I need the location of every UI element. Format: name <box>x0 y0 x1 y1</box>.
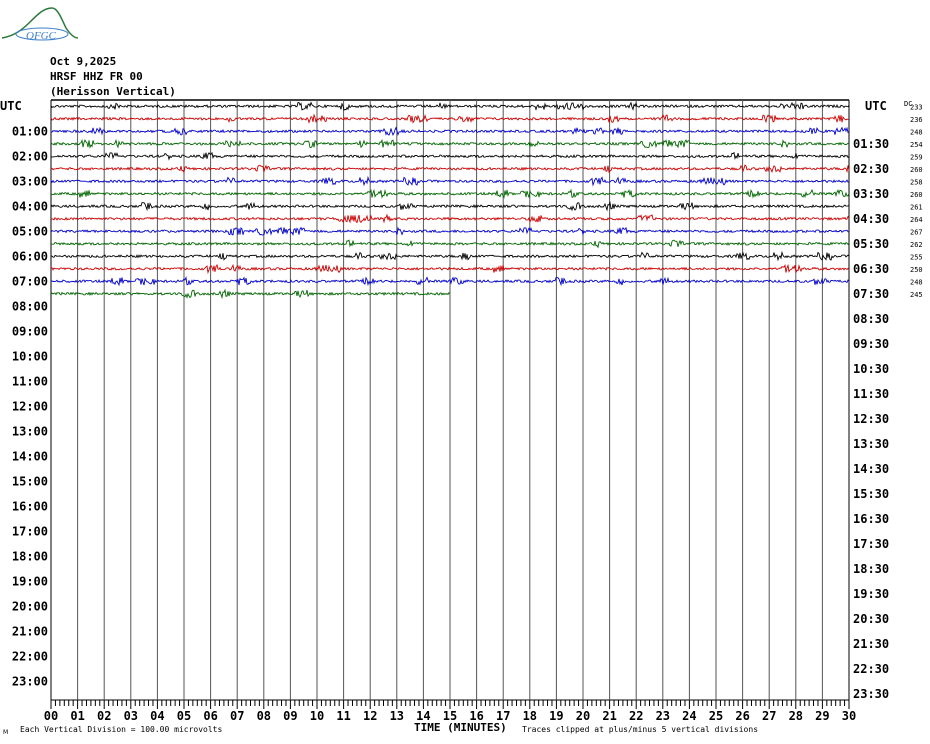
right-hour-label: 01:30 <box>853 136 890 151</box>
dc-value: 261 <box>910 203 923 212</box>
x-tick-label: 25 <box>708 709 724 723</box>
right-hour-label: 22:30 <box>853 661 890 676</box>
dc-value: 245 <box>910 290 923 299</box>
x-axis-title: TIME (MINUTES) <box>414 721 507 734</box>
x-tick-label: 03 <box>123 709 139 723</box>
dc-value: 254 <box>910 140 923 149</box>
x-tick-label: 23 <box>655 709 671 723</box>
right-hour-label: 08:30 <box>853 311 890 326</box>
left-hour-label: 13:00 <box>11 424 48 439</box>
dc-value: 262 <box>910 240 923 249</box>
left-hour-label: 15:00 <box>11 474 48 489</box>
right-hour-label: 21:30 <box>853 636 890 651</box>
x-tick-label: 30 <box>841 709 857 723</box>
x-tick-label: 28 <box>788 709 804 723</box>
left-hour-label: 12:00 <box>11 399 48 414</box>
right-hour-label: 17:30 <box>853 536 890 551</box>
right-hour-label: 23:30 <box>853 686 890 701</box>
left-hour-label: 06:00 <box>11 249 48 264</box>
x-tick-label: 22 <box>628 709 644 723</box>
right-utc-label: UTC <box>865 99 887 113</box>
x-tick-label: 04 <box>150 709 165 723</box>
right-hour-label: 18:30 <box>853 561 890 576</box>
left-hour-label: 03:00 <box>11 174 48 189</box>
x-tick-label: 00 <box>43 709 59 723</box>
right-hour-label: 16:30 <box>853 511 890 526</box>
right-hour-label: 11:30 <box>853 386 890 401</box>
right-hour-label: 06:30 <box>853 261 890 276</box>
chart-location: (Herisson Vertical) <box>50 85 176 98</box>
left-hour-label: 18:00 <box>11 549 48 564</box>
right-hour-label: 19:30 <box>853 586 890 601</box>
left-hour-label: 09:00 <box>11 324 48 339</box>
left-hour-label: 19:00 <box>11 574 48 589</box>
x-tick-label: 10 <box>309 709 325 723</box>
dc-value: 267 <box>910 228 923 237</box>
x-tick-label: 13 <box>389 709 405 723</box>
x-tick-label: 26 <box>735 709 750 723</box>
corner-mark: M <box>3 729 9 736</box>
x-tick-label: 19 <box>549 709 564 723</box>
dc-value: 236 <box>910 115 923 124</box>
x-tick-label: 09 <box>283 709 298 723</box>
trace-line <box>51 290 450 297</box>
left-hour-label: 16:00 <box>11 499 48 514</box>
left-hour-label: 05:00 <box>11 224 48 239</box>
x-tick-label: 06 <box>203 709 218 723</box>
left-hour-label: 22:00 <box>11 649 48 664</box>
dc-value: 255 <box>910 253 923 262</box>
x-tick-label: 12 <box>362 709 378 723</box>
x-tick-label: 16 <box>469 709 484 723</box>
scale-note: Each Vertical Division = 100.00 microvolts <box>20 725 223 734</box>
x-tick-label: 15 <box>442 709 458 723</box>
left-hour-label: 04:00 <box>11 199 48 214</box>
dc-value: 248 <box>910 278 923 287</box>
x-tick-label: 21 <box>602 709 617 723</box>
dc-value: 250 <box>910 265 923 274</box>
right-hour-label: 13:30 <box>853 436 890 451</box>
left-hour-label: 07:00 <box>11 274 48 289</box>
left-utc-label: UTC <box>0 99 22 113</box>
grid-lines <box>51 100 849 709</box>
x-tick-label: 08 <box>256 709 272 723</box>
chart-station: HRSF HHZ FR 00 <box>50 70 143 83</box>
right-hour-label: 07:30 <box>853 286 890 301</box>
left-hour-label: 21:00 <box>11 624 48 639</box>
x-tick-label: 07 <box>229 709 245 723</box>
dc-value: 260 <box>910 190 923 199</box>
x-tick-label: 24 <box>682 709 697 723</box>
clip-note: Traces clipped at plus/minus 5 vertical divisions <box>522 725 759 734</box>
dc-value: 248 <box>910 128 923 137</box>
dc-value: 264 <box>910 215 923 224</box>
chart-date: Oct 9,2025 <box>50 55 117 68</box>
right-hour-label: 14:30 <box>853 461 890 476</box>
x-tick-label: 02 <box>96 709 112 723</box>
right-hour-label: 15:30 <box>853 486 890 501</box>
left-hour-label: 17:00 <box>11 524 48 539</box>
dc-label: DC <box>904 100 913 108</box>
right-hour-label: 05:30 <box>853 236 890 251</box>
left-hour-label: 20:00 <box>11 599 48 614</box>
x-tick-label: 17 <box>495 709 511 723</box>
x-tick-label: 18 <box>522 709 538 723</box>
dc-value: 260 <box>910 165 923 174</box>
left-hour-label: 10:00 <box>11 349 48 364</box>
left-hour-label: 02:00 <box>11 149 48 164</box>
right-hour-label: 09:30 <box>853 336 890 351</box>
left-hour-label: 01:00 <box>11 124 48 139</box>
left-hour-label: 23:00 <box>11 674 48 689</box>
x-tick-label: 01 <box>70 709 85 723</box>
right-hour-label: 12:30 <box>853 411 890 426</box>
x-tick-label: 20 <box>575 709 591 723</box>
left-hour-label: 08:00 <box>11 299 48 314</box>
x-tick-label: 29 <box>815 709 830 723</box>
left-hour-label: 14:00 <box>11 449 48 464</box>
x-tick-label: 05 <box>176 709 192 723</box>
x-tick-label: 14 <box>416 709 431 723</box>
left-hour-label: 11:00 <box>11 374 48 389</box>
logo-text: OFGC <box>26 30 56 42</box>
dc-value: 258 <box>910 178 923 187</box>
right-hour-label: 10:30 <box>853 361 890 376</box>
x-tick-label: 11 <box>336 709 351 723</box>
dc-value: 259 <box>910 153 923 162</box>
right-hour-label: 04:30 <box>853 211 890 226</box>
right-hour-label: 02:30 <box>853 161 890 176</box>
dc-value: 233 <box>910 103 923 112</box>
x-tick-label: 27 <box>761 709 777 723</box>
right-hour-label: 20:30 <box>853 611 890 626</box>
right-hour-label: 03:30 <box>853 186 890 201</box>
